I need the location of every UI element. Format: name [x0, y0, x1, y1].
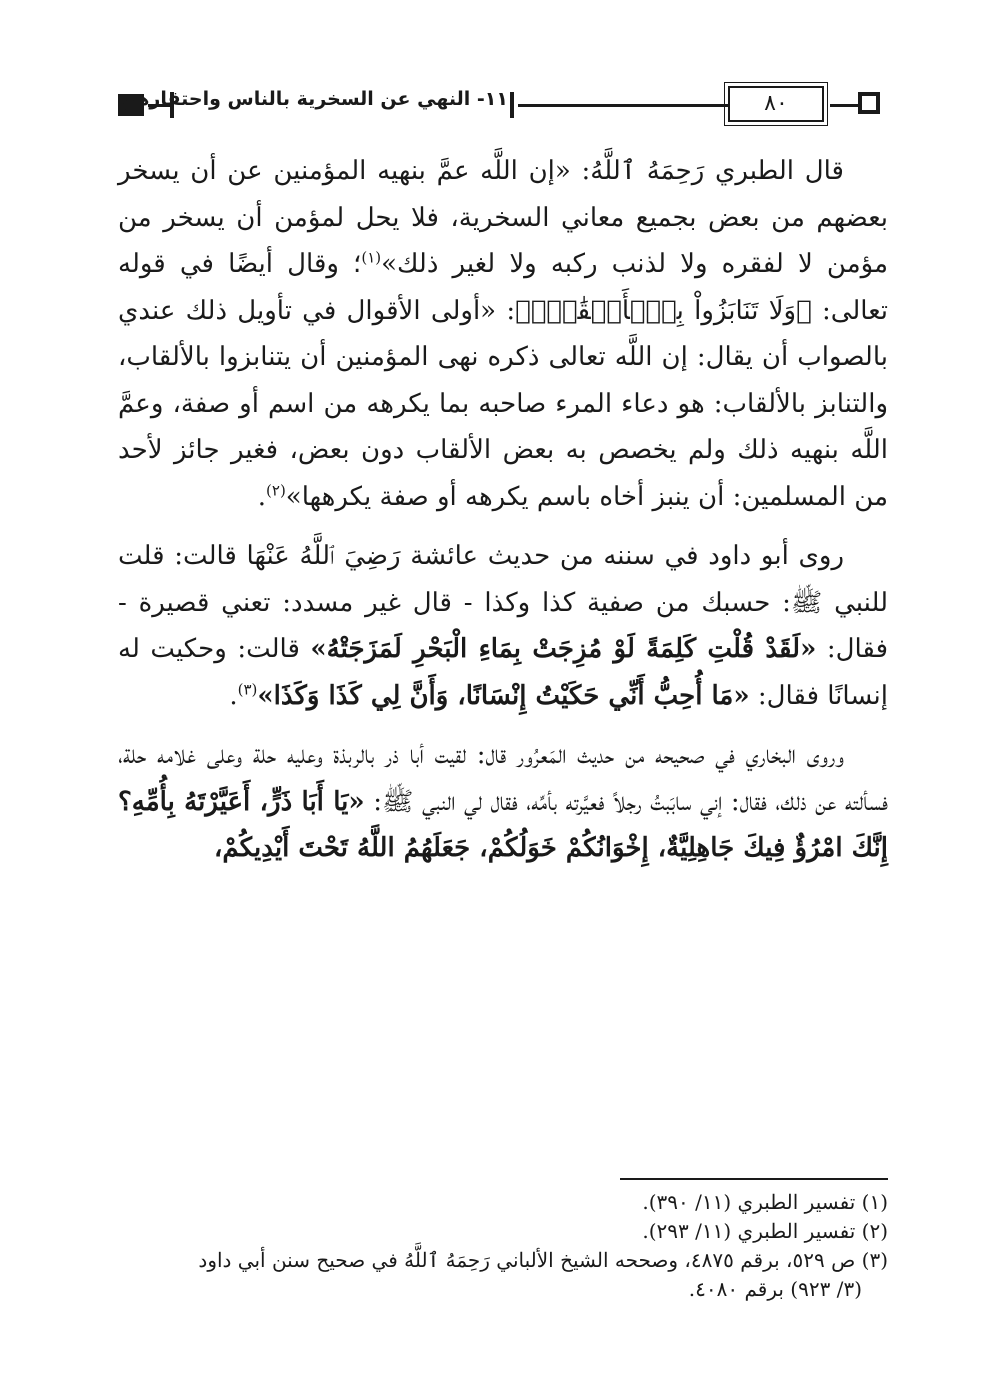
footnote-ref[interactable]: (٢) [266, 480, 286, 499]
chapter-title: ١١- النهي عن السخرية بالناس واحتقارهم [121, 88, 508, 110]
text-line: بعض، فغير جائز لأحد من المسلمين: أن ينبز أخاه باسم يكرهه أو [118, 435, 888, 512]
hadith-quote: «يَا أَبَا ذَرٍّ، أَعَيَّرْتَهُ بِأُمِّهِ؟ [118, 786, 365, 817]
text-line: . [229, 680, 238, 711]
text-line: ؛ وقال أيضًا في [179, 249, 362, 279]
hadith-quote: «لَقَدْ قُلْتِ كَلِمَةً لَوْ مُزِجَتْ بِمَاءِ الْبَحْرِ لَمَزَجَتْهُ» [310, 634, 817, 664]
running-header [118, 82, 888, 128]
hadith-quote: إِنَّكَ امْرُؤٌ فِيكَ جَاهِلِيَّةٌ، إِخْوَانُكُمْ خَوَلُكُمْ، جَعَلَهُمُ اللَّهُ تَحْتَ أَيْدِيكُمْ، [213, 833, 888, 863]
footnote: (٣) ص ٥٢٩، برقم ٤٨٧٥، وصححه الشيخ الألباني رَحِمَهُ ٱللَّهُ في صحيح سنن أبي داود [198, 1248, 888, 1272]
page-number: ٨٠ [764, 91, 788, 116]
text-line: ذر بالربذة وعليه حلة وعلى غلامه حلة، فسألته عن ذلك، فقال: إني [118, 740, 889, 817]
footnote-ref[interactable]: (٣) [237, 679, 258, 698]
text-line: بعضهم من بعض بجميع معاني السخرية، فلا يحل لمؤمن أن يسخر [163, 202, 888, 233]
text-line: صفة يكرهها» [285, 481, 429, 512]
text-line: سابَبتُ رجلاً فعيَّرته بأمِّه، فقال لي النبي ﷺ: [364, 786, 692, 817]
paragraph-tabari [118, 148, 888, 520]
text-line: عندي بالصواب أن يقال: إن اللَّه تعالى ذكره نهى المؤمنين أن يتنابزوا [118, 295, 888, 372]
footnote-ref[interactable]: (١) [361, 248, 382, 267]
text-line: وروى البخاري في صحيحه من حديث المَعرُور قال: لقيت أبا [409, 740, 845, 770]
text-line: اسم أو صفة، وعمَّ اللَّه بنهيه ذلك ولم يخصص به بعض الألقاب دون [118, 388, 889, 465]
hadith-quote: «مَا أُحِبُّ أَنِّي حَكَيْتُ إِنْسَانًا، وَأَنَّ لِي كَذَا وَكَذَا» [257, 680, 750, 711]
text-line: فقال: [816, 634, 889, 664]
header-end-ornament [858, 92, 880, 114]
text-line: من مؤمن لا لفقره ولا لذنب ركبه ولا لغير ذلك» [118, 202, 888, 279]
page-number-frame [728, 86, 824, 122]
text-line: للنبي ﷺ: حسبك من صفية كذا وكذا - قال غير مسدد: تعني قصيرة - [118, 587, 888, 618]
footnote: (١) تفسير الطبري (١١/ ٣٩٠). [642, 1190, 888, 1214]
footnote: (٢) تفسير الطبري (١١/ ٢٩٣). [642, 1219, 888, 1243]
header-rule [830, 104, 858, 107]
paragraph-abu-dawud [118, 533, 888, 719]
text-line: . [257, 481, 267, 512]
text-line: قالت: وحكيت [150, 634, 311, 664]
text-line: روى أبو داود في سننه من حديث عائشة رَضِيَ ٱللَّهُ عَنْهَا قالت: قلت [118, 541, 844, 571]
text-line: له إنسانًا فقال: [118, 634, 888, 711]
footnotes [118, 1188, 888, 1304]
text-line: قال الطبري رَحِمَهُ ٱللَّهُ: «إن اللَّه عمَّ بنهيه المؤمنين عن أن يسخر [118, 156, 844, 186]
footnote-continuation: (٣/ ٩٢٣) برقم ٤٠٨٠. [688, 1277, 862, 1301]
footnote-separator [620, 1178, 888, 1180]
body-text [118, 148, 888, 885]
text-line: قوله تعالى: ﴿وَلَا تَنَابَزُواْ بِٱلۡأَلۡقَٰبِۖ﴾: «أولى الأقوال في تأويل ذلك [118, 249, 889, 326]
header-divider [510, 92, 514, 118]
text-line: بالألقاب، والتنابز بالألقاب: هو دعاء المرء صاحبه بما يكرهه من [118, 342, 889, 419]
paragraph-bukhari [118, 732, 888, 872]
